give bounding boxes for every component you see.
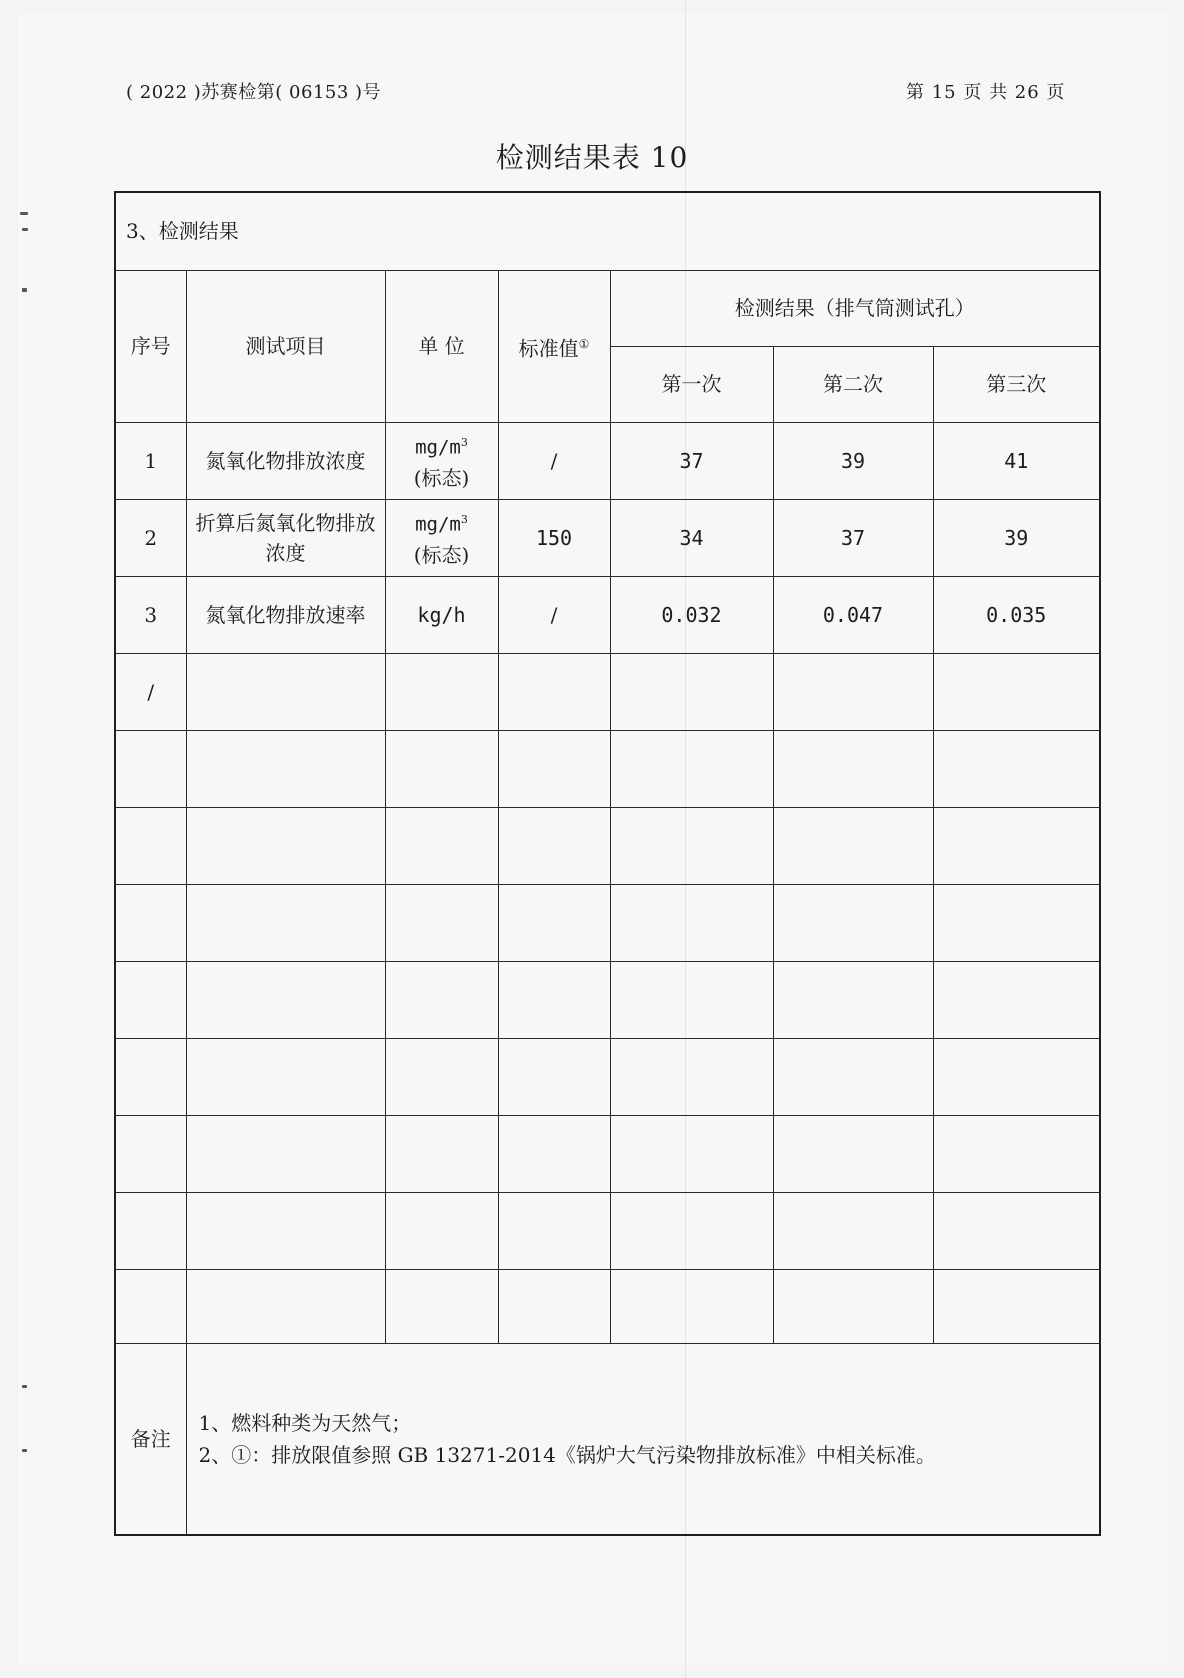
- row-run-3: 39: [933, 499, 1100, 576]
- row-run-1: 37: [610, 422, 773, 499]
- col-header-unit: 单 位: [385, 270, 498, 422]
- standard-label: 标准值: [518, 336, 579, 361]
- row-seq: /: [115, 653, 186, 730]
- col-header-result-group: 检测结果（排气筒测试孔）: [610, 270, 1100, 346]
- col-header-item: 测试项目: [186, 270, 385, 422]
- empty-row: [115, 730, 1100, 807]
- row-unit: [385, 422, 498, 499]
- unit-main: mg/m: [415, 513, 461, 536]
- unit-exponent: 3: [460, 513, 468, 527]
- row-run-1: 0.032: [610, 576, 773, 653]
- row-run-1: [610, 653, 773, 730]
- page-info: 第 15 页 共 26 页: [906, 82, 1066, 103]
- row-standard: 150: [498, 499, 610, 576]
- empty-row: [115, 1038, 1100, 1115]
- row-item: 氮氧化物排放浓度: [186, 422, 385, 499]
- scan-mark: [22, 228, 28, 231]
- note-line-1: 1、燃料种类为天然气；: [198, 1410, 412, 1435]
- table-row: [115, 422, 1100, 499]
- table-row: [115, 499, 1100, 576]
- row-run-2: 39: [773, 422, 933, 499]
- standard-footnote-mark: ①: [578, 336, 590, 351]
- row-run-2: [773, 653, 933, 730]
- page-title: 检测结果表 10: [495, 141, 689, 174]
- section-row: [115, 192, 1100, 270]
- notes-content: [186, 1343, 1100, 1535]
- scan-mark: [22, 1449, 27, 1452]
- empty-row: [115, 807, 1100, 884]
- row-unit: kg/h: [385, 576, 498, 653]
- scan-mark: [20, 212, 28, 215]
- row-run-2: 0.047: [773, 576, 933, 653]
- table-row: [115, 576, 1100, 653]
- row-unit: [385, 499, 498, 576]
- row-item: [186, 653, 385, 730]
- col-header-run-3: 第三次: [933, 346, 1100, 422]
- row-standard: /: [498, 422, 610, 499]
- unit-exponent: 3: [460, 436, 468, 450]
- col-header-seq: 序号: [115, 270, 186, 422]
- scan-mark: [22, 288, 27, 292]
- row-run-3: 41: [933, 422, 1100, 499]
- unit-note: (标态): [413, 465, 470, 490]
- row-run-1: 34: [610, 499, 773, 576]
- col-header-run-2: 第二次: [773, 346, 933, 422]
- empty-row: [115, 1269, 1100, 1343]
- unit-main: mg/m: [415, 436, 461, 459]
- row-standard: [498, 653, 610, 730]
- col-header-run-1: 第一次: [610, 346, 773, 422]
- row-seq: 2: [115, 499, 186, 576]
- row-run-2: 37: [773, 499, 933, 576]
- notes-row: [115, 1343, 1100, 1535]
- report-number: ( 2022 )苏赛检第( 06153 )号: [126, 82, 382, 103]
- table-row: [115, 653, 1100, 730]
- row-item: 折算后氮氧化物排放浓度: [186, 499, 385, 576]
- result-table: [114, 191, 1101, 1536]
- note-line-2: 2、①：排放限值参照 GB 13271-2014《锅炉大气污染物排放标准》中相关标准。: [198, 1442, 936, 1467]
- scan-mark: [22, 1385, 27, 1388]
- row-run-3: 0.035: [933, 576, 1100, 653]
- row-seq: 1: [115, 422, 186, 499]
- row-seq: 3: [115, 576, 186, 653]
- row-unit: [385, 653, 498, 730]
- section-title: 3、检测结果: [115, 192, 1100, 270]
- empty-row: [115, 1115, 1100, 1192]
- row-run-3: [933, 653, 1100, 730]
- row-standard: /: [498, 576, 610, 653]
- empty-row: [115, 884, 1100, 961]
- unit-note: (标态): [413, 542, 470, 567]
- empty-row: [115, 1192, 1100, 1269]
- col-header-standard: [498, 270, 610, 422]
- empty-row: [115, 961, 1100, 1038]
- notes-label: 备注: [115, 1343, 186, 1535]
- row-item: 氮氧化物排放速率: [186, 576, 385, 653]
- header-row: [115, 270, 1100, 346]
